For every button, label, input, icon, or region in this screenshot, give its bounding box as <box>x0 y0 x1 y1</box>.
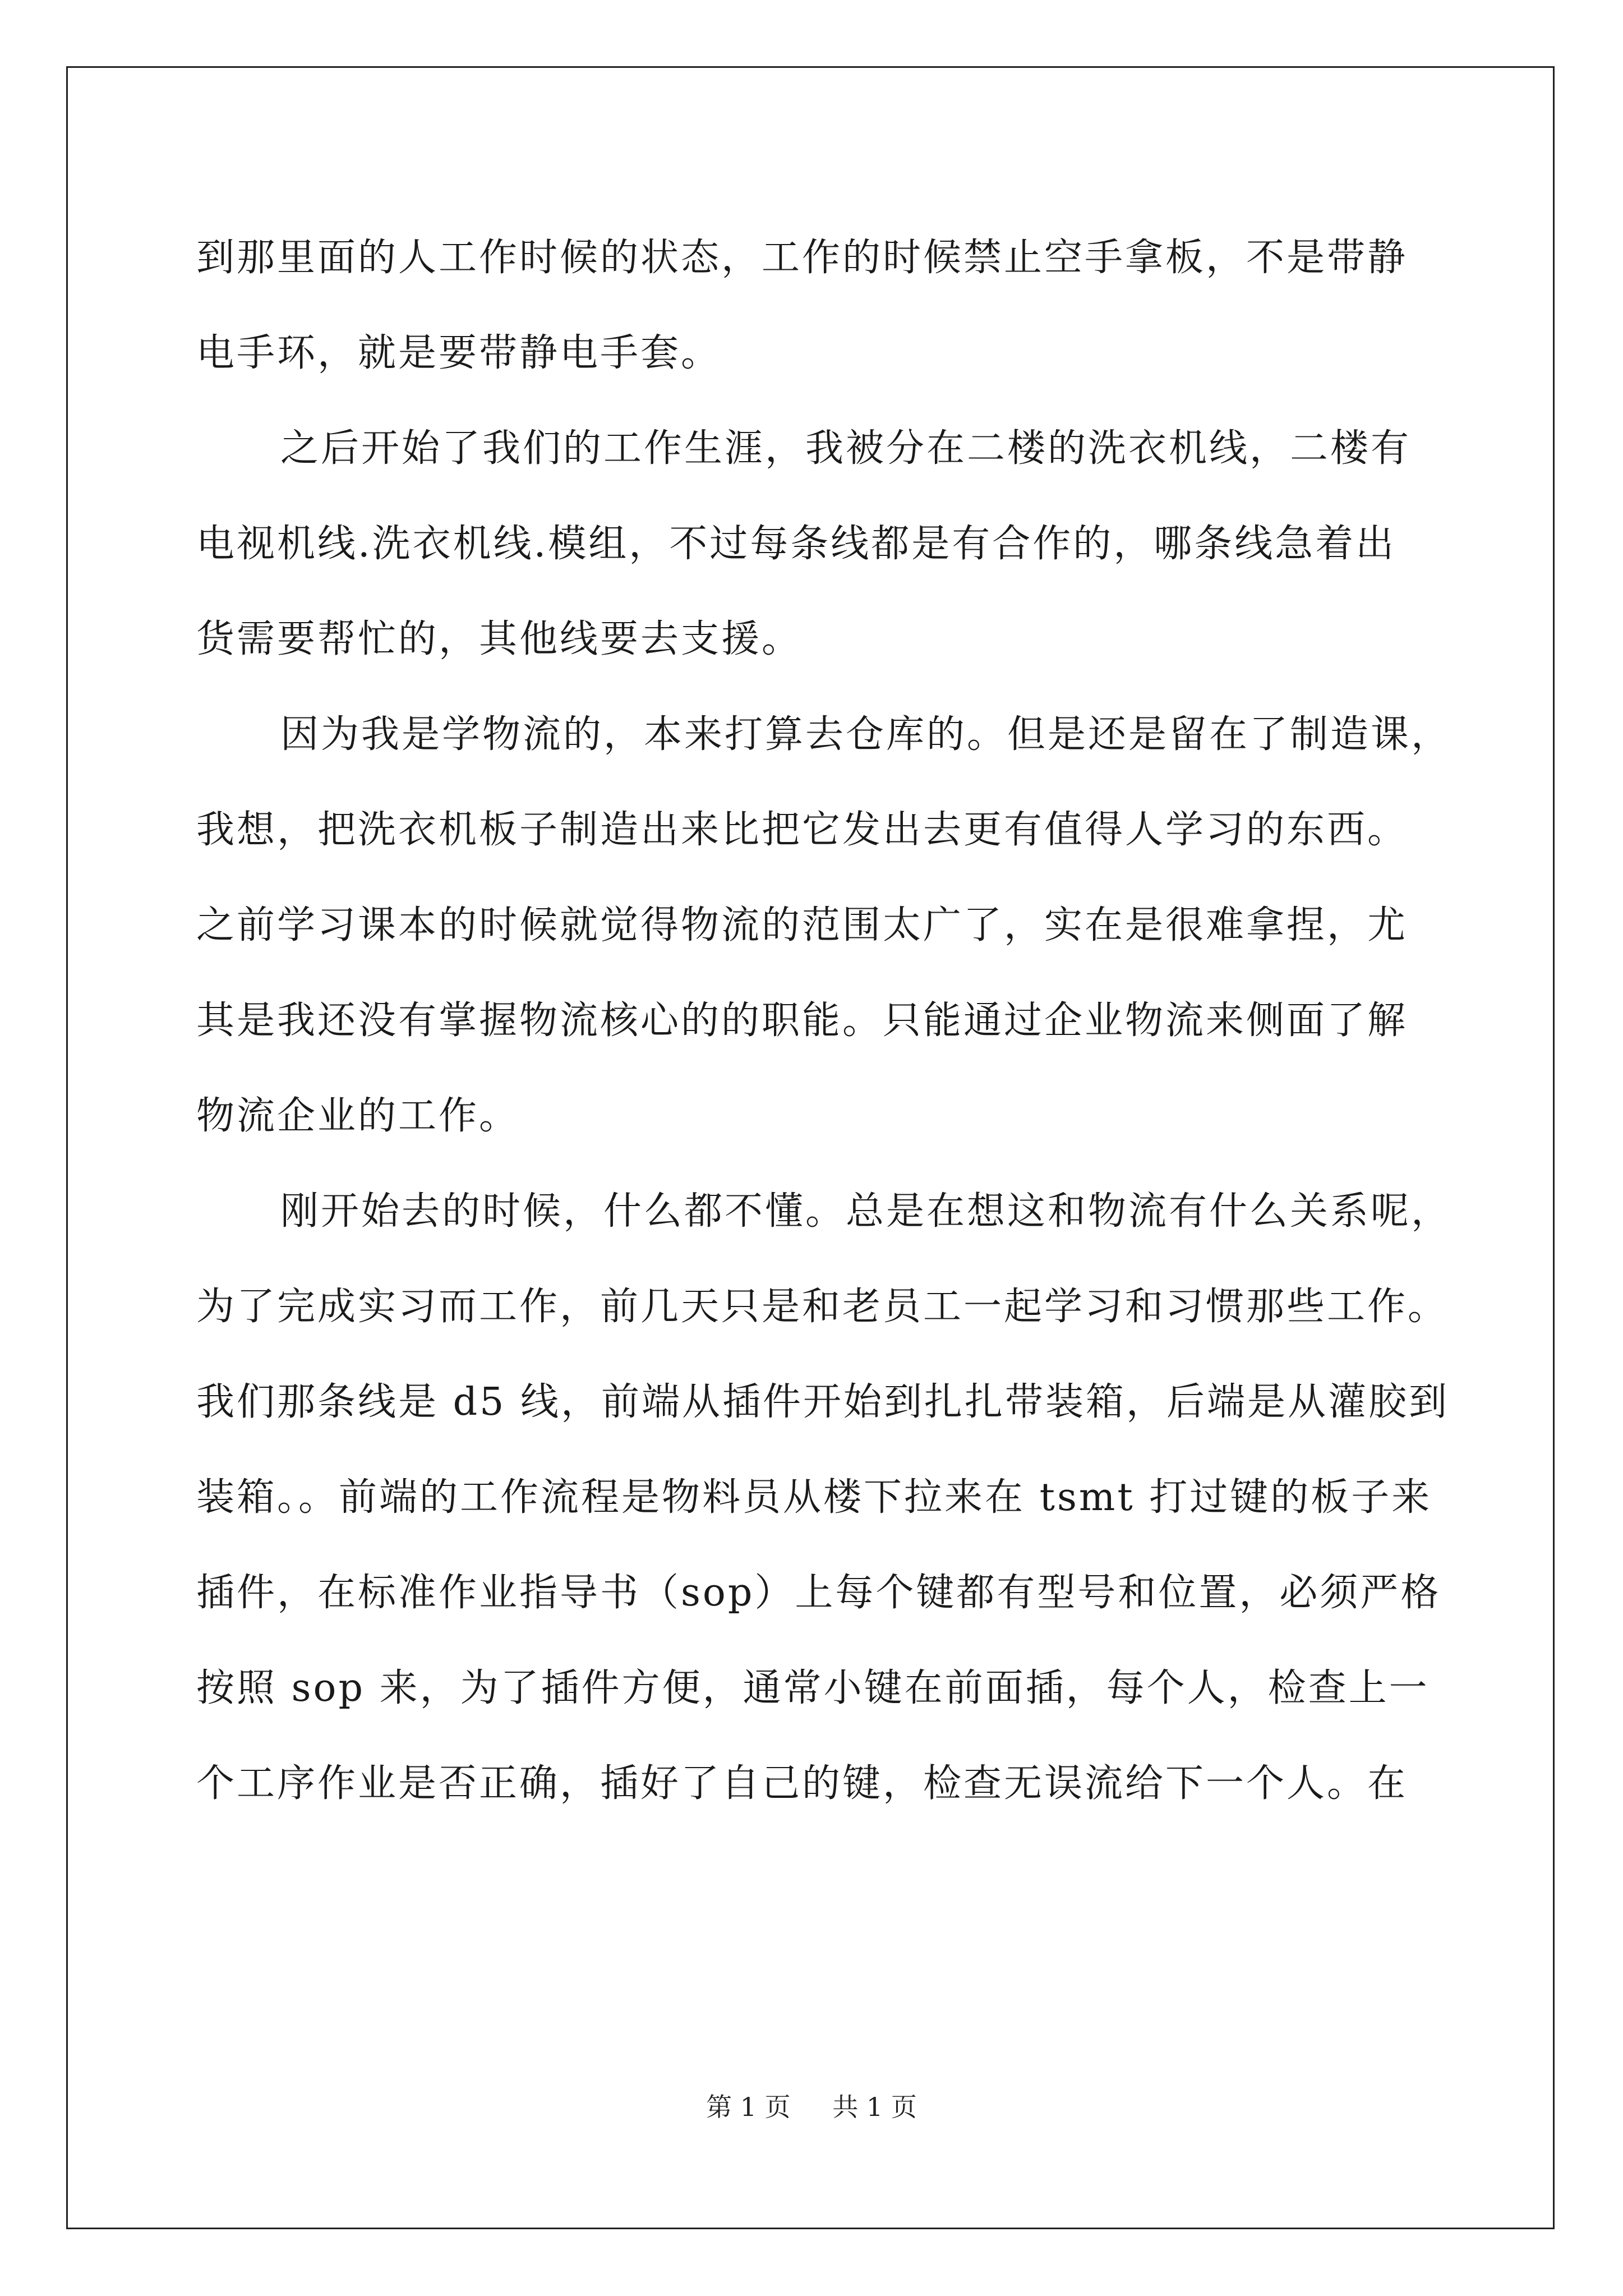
text-line: 个工序作业是否正确，插好了自己的键，检查无误流给下一个人。在 <box>196 1761 1408 1806</box>
text-line: 之后开始了我们的工作生涯，我被分在二楼的洗衣机线，二楼有 <box>280 426 1412 471</box>
text-line: 为了完成实习而工作，前几天只是和老员工一起学习和习惯那些工作。 <box>196 1285 1449 1329</box>
text-line: 因为我是学物流的，本来打算去仓库的。但是还是留在了制造课， <box>280 712 1452 757</box>
text-line: 电手环，就是要带静电手套。 <box>196 331 722 375</box>
document-body <box>196 210 1452 1832</box>
text-line: 插件，在标准作业指导书（sop）上每个键都有型号和位置，必须严格 <box>196 1571 1441 1615</box>
page-number-total: 共 1 页 <box>832 2092 917 2122</box>
text-line: 按照 sop 来，为了插件方便，通常小键在前面插，每个人，检查上一 <box>196 1666 1430 1710</box>
text-line: 我想，把洗衣机板子制造出来比把它发出去更有值得人学习的东西。 <box>196 808 1408 852</box>
page-footer <box>0 2087 1623 2124</box>
text-line: 之前学习课本的时候就觉得物流的范围太广了，实在是很难拿捏，尤 <box>196 903 1408 947</box>
text-line: 我们那条线是 d5 线，前端从插件开始到扎扎带装箱，后端是从灌胶到 <box>196 1380 1450 1424</box>
text-line: 刚开始去的时候，什么都不懂。总是在想这和物流有什么关系呢， <box>280 1189 1452 1234</box>
text-line: 电视机线.洗衣机线.模组，不过每条线都是有合作的，哪条线急着出 <box>196 522 1396 566</box>
text-line: 其是我还没有掌握物流核心的的职能。只能通过企业物流来侧面了解 <box>196 999 1408 1043</box>
text-line: 装箱。。前端的工作流程是物料员从楼下拉来在 tsmt 打过键的板子来 <box>196 1475 1432 1520</box>
page-number-current: 第 1 页 <box>706 2092 791 2122</box>
text-line: 货需要帮忙的，其他线要去支援。 <box>196 617 803 661</box>
text-line: 物流企业的工作。 <box>196 1094 520 1138</box>
text-line: 到那里面的人工作时候的状态，工作的时候禁止空手拿板，不是带静 <box>196 236 1408 280</box>
